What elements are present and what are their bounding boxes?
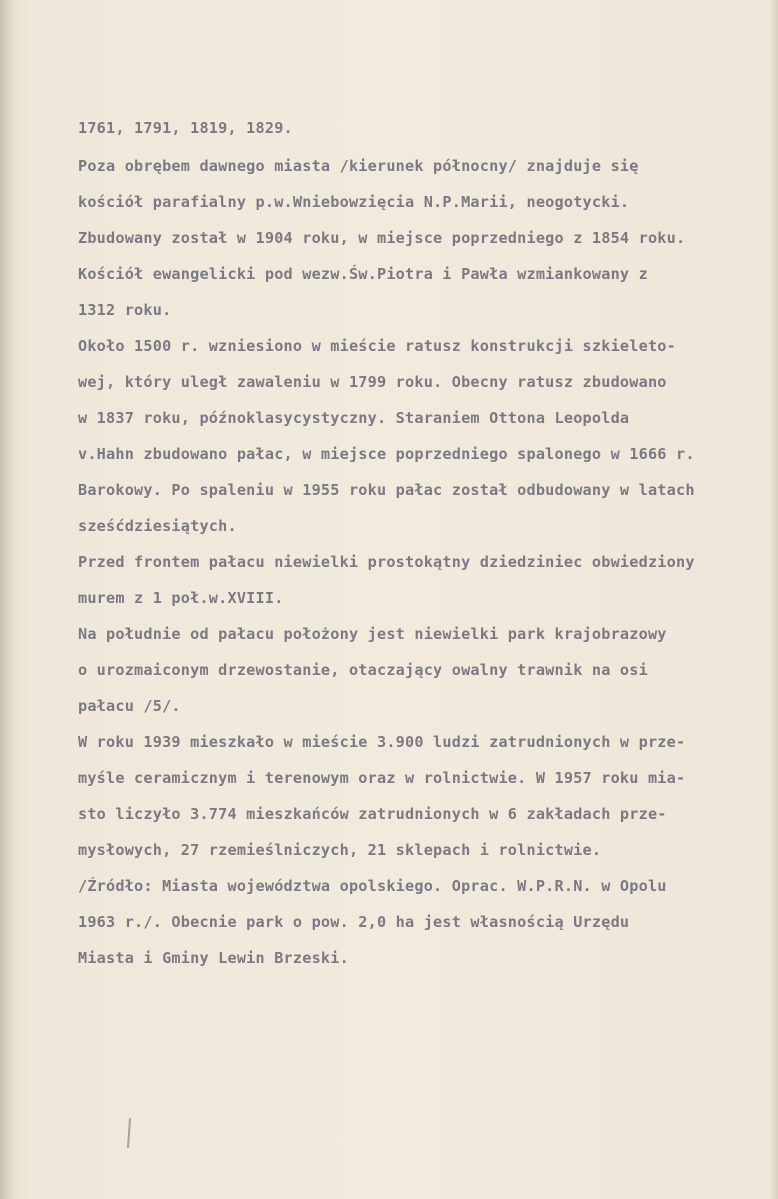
- text-line: v.Hahn zbudowano pałac, w miejsce poprzedniego spalonego w 1666 r.: [78, 445, 695, 463]
- text-line: Kościół ewangelicki pod wezw.Św.Piotra i Pawła wzmiankowany z: [78, 265, 648, 283]
- text-line: o urozmaiconym drzewostanie, otaczający owalny trawnik na osi: [78, 661, 648, 679]
- text-line: Poza obrębem dawnego miasta /kierunek północny/ znajduje się: [78, 157, 639, 175]
- text-line: w 1837 roku, późnoklasycystyczny. Staraniem Ottona Leopolda: [78, 409, 630, 427]
- text-line: mysłowych, 27 rzemieślniczych, 21 sklepach i rolnictwie.: [78, 841, 602, 859]
- text-line: myśle ceramicznym i terenowym oraz w rolnictwie. W 1957 roku mia-: [78, 769, 686, 787]
- text-line: 1963 r./. Obecnie park o pow. 2,0 ha jest własnością Urzędu: [78, 913, 630, 931]
- text-line: sto liczyło 3.774 mieszkańców zatrudnionych w 6 zakładach prze-: [78, 805, 667, 823]
- text-line: Około 1500 r. wzniesiono w mieście ratusz konstrukcji szkieleto-: [78, 337, 676, 355]
- text-line: Barokowy. Po spaleniu w 1955 roku pałac został odbudowany w latach: [78, 481, 695, 499]
- text-line: /Źródło: Miasta województwa opolskiego. Oprac. W.P.R.N. w Opolu: [78, 877, 667, 895]
- text-line: 1761, 1791, 1819, 1829.: [78, 119, 293, 137]
- text-line: Na południe od pałacu położony jest niewielki park krajobrazowy: [78, 625, 667, 643]
- text-line: Miasta i Gminy Lewin Brzeski.: [78, 949, 349, 967]
- text-line: pałacu /5/.: [78, 697, 181, 715]
- text-line: W roku 1939 mieszkało w mieście 3.900 ludzi zatrudnionych w prze-: [78, 733, 686, 751]
- text-line: murem z 1 poł.w.XVIII.: [78, 589, 284, 607]
- text-line: Zbudowany został w 1904 roku, w miejsce poprzedniego z 1854 roku.: [78, 229, 686, 247]
- text-line: Przed frontem pałacu niewielki prostokątny dziedziniec obwiedziony: [78, 553, 695, 571]
- text-line: wej, który uległ zawaleniu w 1799 roku. Obecny ratusz zbudowano: [78, 373, 667, 391]
- text-line: sześćdziesiątych.: [78, 517, 237, 535]
- text-line: 1312 roku.: [78, 301, 172, 319]
- pencil-mark: [127, 1118, 131, 1148]
- text-line: kościół parafialny p.w.Wniebowzięcia N.P.Marii, neogotycki.: [78, 193, 630, 211]
- page-edge-shadow: [0, 0, 14, 1199]
